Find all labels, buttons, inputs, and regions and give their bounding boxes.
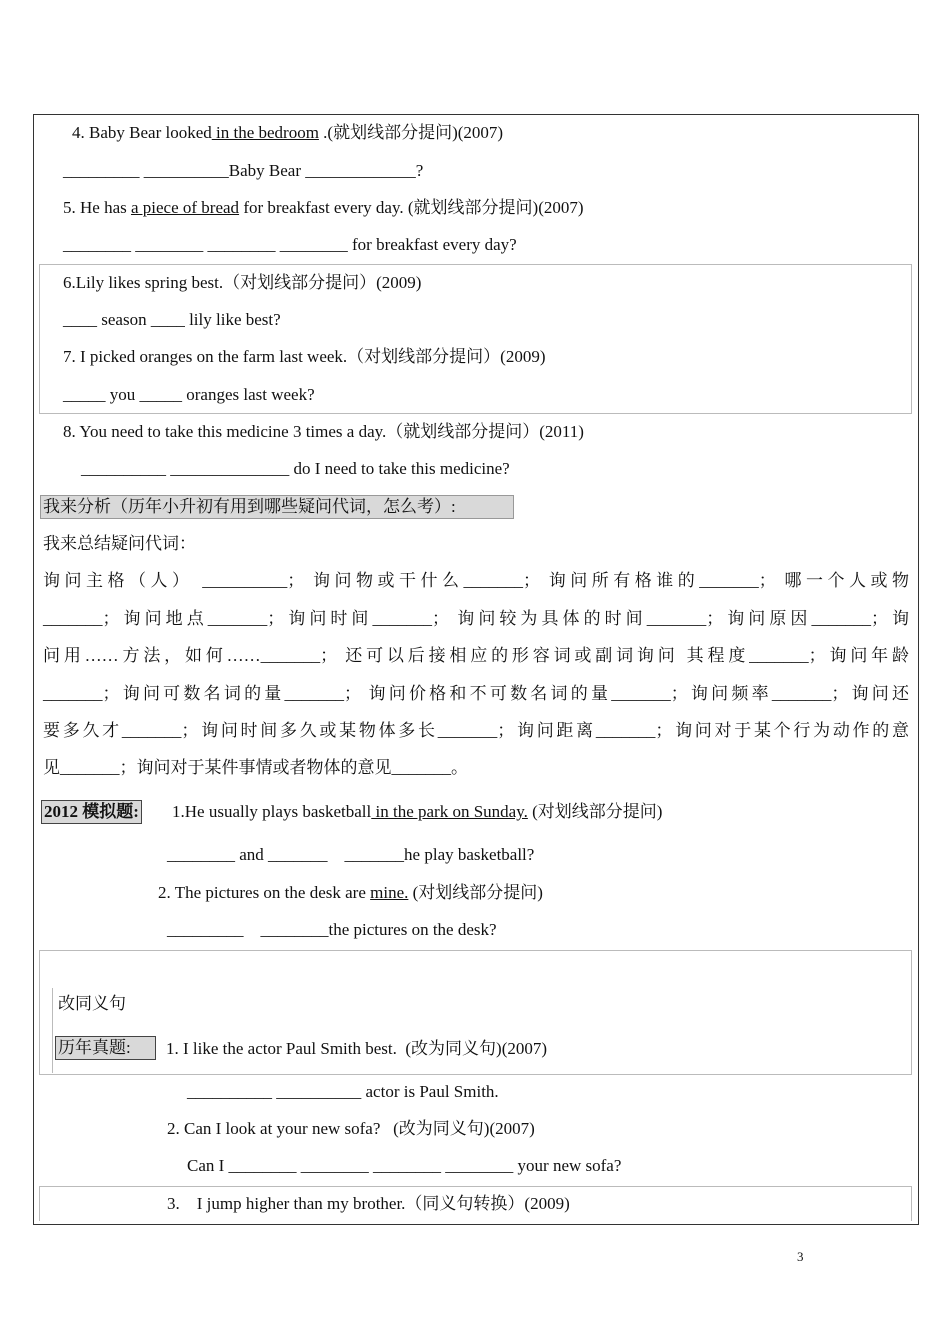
synonym-q1: 1. I like the actor Paul Smith best. (改为同义句)(2007) [166,1039,548,1058]
q4-suffix: .(就划线部分提问)(2007) [318,123,504,142]
q7-question: 7. I picked oranges on the farm last week.（对划线部分提问）(2009) [63,347,546,366]
q7-answer: _____ you _____ oranges last week? [63,385,315,404]
q5-suffix: for breakfast every day. (就划线部分提问)(2007) [239,198,584,217]
mock-q1-suffix: (对划线部分提问) [527,802,663,821]
synonym-rule [52,988,53,1073]
summary-line: _______；询问地点_______；询问时间_______； 询问较为具体的时间_______；询问原因_______；询 [43,608,909,628]
q4-question [72,122,503,144]
summary-title: 我来总结疑问代词： [43,534,196,553]
summary-line: 询问主格（人） __________； 询问物或干什么_______； 询问所有格谁的_______； 哪一个人或物 [43,571,909,590]
summary-last-line: 见_______；询问对于某件事情或者物体的意见_______。 [43,758,468,777]
mock2012-label: 2012 模拟题: [41,800,142,824]
summary-line: _______；询问可数名词的量_______； 询问价格和不可数名词的量_______；询问频率_______；询问还 [43,683,909,703]
mock-q2-answer: _________ ________the pictures on the desk? [167,920,497,939]
page-number: 3 [797,1249,804,1264]
q5-answer: ________ ________ ________ ________ for breakfast every day? [63,235,517,254]
mock-q2-question [158,882,543,904]
summary-paragraph [43,562,909,750]
q6-answer: ____ season ____ lily like best? [63,310,281,329]
q8-answer: __________ ______________ do I need to take this medicine? [81,459,510,478]
mock-q1-prefix: 1.He usually plays basketball [172,802,372,821]
mock-q2-underlined: mine. [370,883,409,902]
q5-prefix: 5. He has [63,198,131,217]
mock-q1-underlined: in the park on Sunday. [371,802,528,821]
mock-q1-question [172,801,662,823]
q4-prefix: 4. Baby Bear looked [72,123,212,142]
synonym-q1-answer: __________ __________ actor is Paul Smith. [187,1082,499,1101]
past-exam-label: 历年真题: [55,1036,156,1060]
q5-underlined: a piece of bread [130,198,240,217]
synonym-q3: 3. I jump higher than my brother.（同义句转换）(2009) [167,1194,570,1213]
q4-underlined: in the bedroom [211,123,319,142]
synonym-section-title: 改同义句 [58,994,126,1013]
mock-q2-suffix: (对划线部分提问) [408,883,543,902]
q5-question [63,197,584,219]
q8-question: 8. You need to take this medicine 3 times a day.（就划线部分提问）(2011) [63,422,584,441]
summary-line: 要多久才_______；询问时间多久或某物体多长_______；询问距离_______；询问对于某个行为动作的意 [43,721,909,740]
mock-q2-prefix: 2. The pictures on the desk are [158,883,371,902]
synonym-q2: 2. Can I look at your new sofa? (改为同义句)(2007) [167,1119,535,1138]
summary-line: 问用……方法，如何……_______； 还可以后接相应的形容词或副词询问 其程度_______；询问年龄 [43,646,909,665]
q4-answer: _________ __________Baby Bear _____________? [63,161,424,180]
analysis-label: 我来分析（历年小升初有用到哪些疑问代词，怎么考）: [40,495,514,519]
q6-question: 6.Lily likes spring best.（对划线部分提问）(2009) [63,273,422,292]
mock-q1-answer: ________ and _______ _______he play basketball? [167,845,535,864]
synonym-q2-answer: Can I ________ ________ ________ ________ your new sofa? [187,1156,622,1175]
